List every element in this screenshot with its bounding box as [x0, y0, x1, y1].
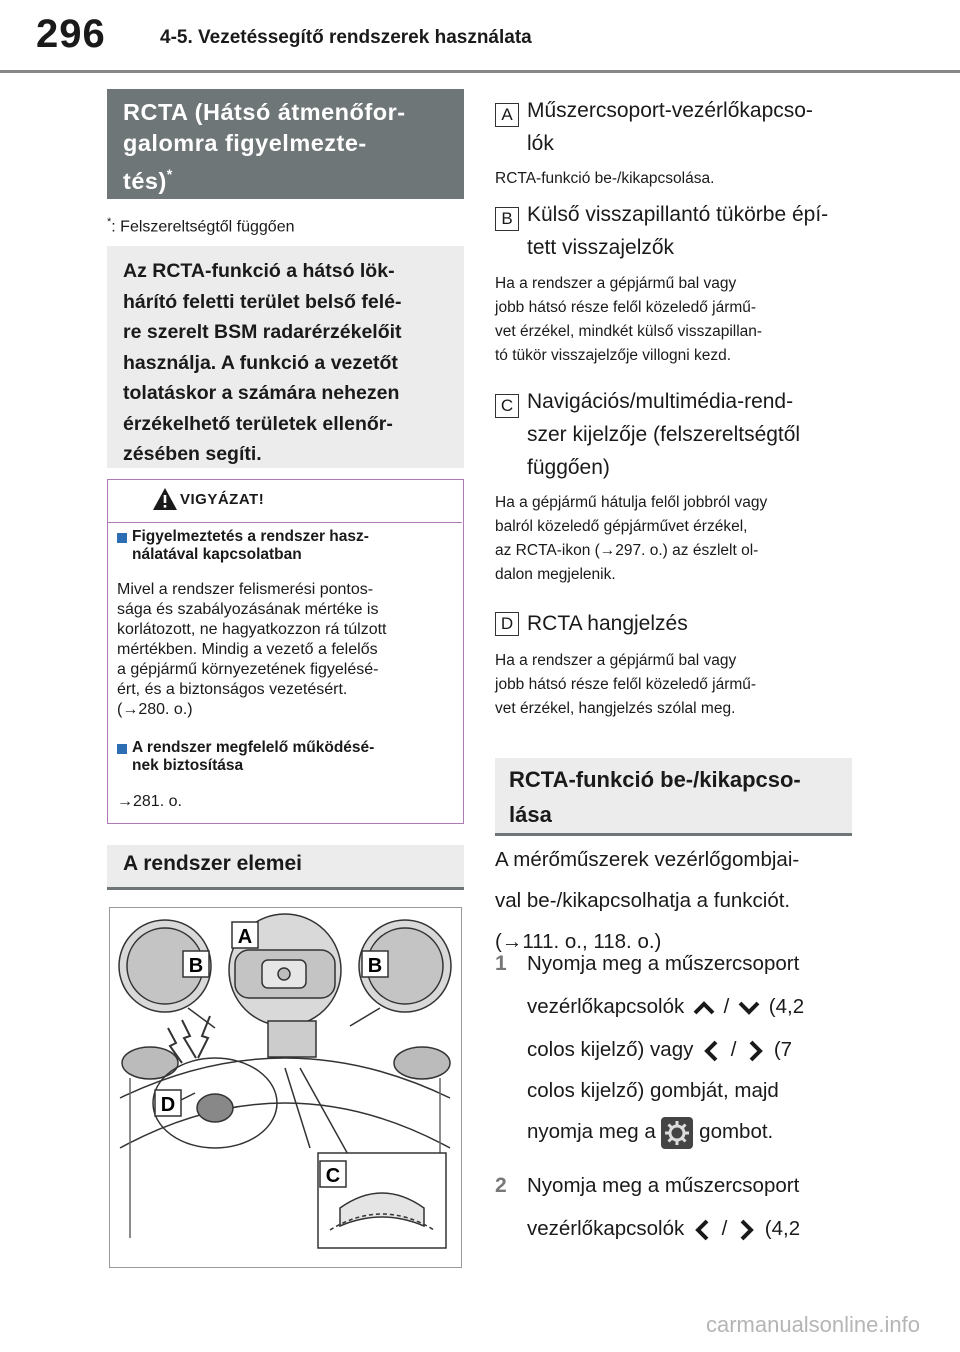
- item-text-line: dalon megjelenik.: [495, 566, 616, 583]
- footnote-marker: *: [166, 166, 173, 182]
- step-text: /: [730, 1038, 737, 1061]
- intro-line: érzékelhető területek ellenőr-: [123, 412, 393, 435]
- warning-text-line: korlátozott, ne hagyatkozzon rá túlzott: [117, 621, 387, 638]
- warning-text-line: sága és szabályozásának mértéke is: [117, 601, 379, 618]
- rcta-section-title: [107, 89, 464, 199]
- warning-item-title: [132, 739, 374, 775]
- bullet-square-icon: [117, 533, 127, 543]
- item-text-line: tó tükör visszajelzője villogni kezd.: [495, 347, 732, 364]
- warning-item-title: [132, 528, 369, 564]
- warning-text-line: mértékben. Mindig a vezető a felelős: [117, 641, 378, 658]
- warning-item-title-line: Figyelmeztetés a rendszer hasz-: [132, 528, 369, 545]
- item-text-line: vet érzékel, mindkét külső visszapillan-: [495, 323, 763, 340]
- step-text: (7: [773, 1038, 793, 1061]
- step-2-text: [527, 1165, 857, 1249]
- item-c-title: [527, 385, 800, 484]
- section-underline: [107, 887, 464, 890]
- step-text: /: [723, 995, 730, 1018]
- rcta-onoff-title-line: RCTA-funkció be-/kikapcso-: [509, 767, 801, 792]
- item-text-line: jobb hátsó része felől közeledő jármű-: [495, 676, 757, 693]
- intro-line: hárító feletti terület belső felé-: [123, 290, 402, 313]
- label-box-a: A: [495, 103, 519, 127]
- step-line: Nyomja meg a műszercsoport: [527, 1174, 800, 1197]
- warning-text-line: ért, és a biztonságos vezetésért.: [117, 681, 348, 698]
- step-line: [527, 986, 857, 1027]
- item-title-line: Külső visszapillantó tükörbe épí-: [527, 203, 829, 226]
- item-d-text: [495, 649, 756, 721]
- warning-item-title-line: nek biztosítása: [132, 757, 244, 774]
- system-elements-title: A rendszer elemei: [107, 845, 464, 887]
- warning-item-title-line: nálatával kapcsolatban: [132, 546, 302, 563]
- rcta-onoff-title: [495, 758, 852, 835]
- settings-gear-icon: [661, 1117, 693, 1149]
- warning-label: VIGYÁZAT!: [180, 491, 265, 508]
- label-box-c: C: [495, 394, 519, 418]
- intro-line: tolatáskor a számára nehezen: [123, 382, 400, 404]
- item-text-line: jobb hátsó része felől közeledő jármű-: [495, 299, 757, 316]
- item-title-line: Navigációs/multimédia-rend-: [527, 390, 794, 413]
- label-box-b: B: [495, 207, 519, 231]
- item-text-line: vet érzékel, hangjelzés szólal meg.: [495, 700, 736, 717]
- item-text-line: balról közeledő gépjárművet érzékel,: [495, 518, 748, 535]
- item-title-line: függően): [527, 456, 610, 479]
- header-rule: [0, 70, 960, 73]
- item-text-line: Ha a rendszer a gépjármű bal vagy: [495, 652, 737, 669]
- chevron-left-icon: [699, 1038, 725, 1064]
- step-2-number: 2: [495, 1174, 507, 1197]
- rcta-onoff-title-line: lása: [509, 802, 552, 827]
- step-text: colos kijelző) vagy: [527, 1038, 694, 1061]
- intro-line: zésében segíti.: [123, 443, 262, 465]
- warning-box: [107, 479, 464, 824]
- footnote: [107, 216, 295, 236]
- item-text-line: Ha a gépjármű hátulja felől jobbról vagy: [495, 494, 768, 511]
- chevron-down-icon: [735, 998, 763, 1018]
- bullet-square-icon: [117, 744, 127, 754]
- page-number: 296: [36, 12, 106, 56]
- warning-header: [108, 480, 462, 523]
- item-c-text: [495, 491, 767, 587]
- warning-item-text: →281. o.: [117, 793, 182, 810]
- step-1-number: 1: [495, 952, 507, 975]
- item-b-title: [527, 198, 828, 264]
- watermark: carmanualsonline.info: [705, 1312, 920, 1337]
- body-line: (→111. o., 118. o.): [495, 930, 662, 953]
- item-title-line: tett visszajelzők: [527, 236, 675, 259]
- body-line: A mérőműszerek vezérlőgombjai-: [495, 848, 800, 871]
- warning-item-text: [117, 580, 386, 720]
- figure-label-c: C: [325, 1165, 341, 1187]
- section-underline: [495, 833, 852, 836]
- chevron-up-icon: [690, 998, 718, 1018]
- rcta-title-line: tés): [123, 168, 167, 194]
- step-text: /: [721, 1217, 728, 1240]
- car-interior-illustration: [110, 908, 460, 1266]
- warning-item-title-line: A rendszer megfelelő működésé-: [132, 739, 375, 756]
- item-title-line: szer kijelzője (felszereltségtől: [527, 423, 801, 446]
- rcta-title-line: galomra figyelmezte-: [123, 130, 367, 156]
- footnote-text: : Felszereltségtől függően: [111, 218, 295, 236]
- step-line: colos kijelző) gombját, majd: [527, 1079, 779, 1102]
- label-box-d: D: [495, 612, 519, 636]
- figure-label-b-left: B: [188, 955, 204, 977]
- item-b-text: [495, 272, 762, 368]
- warning-text-line: Mivel a rendszer felismerési pontos-: [117, 581, 374, 598]
- rcta-title-line: RCTA (Hátsó átmenőfor-: [123, 99, 406, 125]
- step-line: [527, 1208, 857, 1249]
- step-text: nyomja meg a: [527, 1120, 656, 1143]
- intro-box: [107, 246, 464, 468]
- step-line: [527, 1111, 857, 1152]
- step-text: (4,2: [768, 995, 805, 1018]
- item-text-line: az RCTA-ikon (→297. o.) az észlelt ol-: [495, 542, 759, 559]
- step-text: (4,2: [764, 1217, 801, 1240]
- figure-label-a: A: [237, 926, 253, 948]
- system-elements-figure: [109, 907, 462, 1268]
- footnote-marker: *: [107, 216, 112, 228]
- chevron-right-icon: [733, 1217, 759, 1243]
- step-line: Nyomja meg a műszercsoport: [527, 952, 800, 975]
- step-text: vezérlőkapcsolók: [527, 995, 685, 1018]
- step-text: gombot.: [699, 1120, 774, 1143]
- step-line: [527, 1029, 857, 1070]
- chevron-left-icon: [690, 1217, 716, 1243]
- header-title: 4-5. Vezetéssegítő rendszerek használata: [160, 27, 532, 48]
- item-d-title: [527, 607, 688, 640]
- chevron-right-icon: [742, 1038, 768, 1064]
- intro-line: használja. A funkció a vezetőt: [123, 351, 398, 374]
- intro-line: re szerelt BSM radarérzékelőit: [123, 321, 402, 343]
- intro-line: Az RCTA-funkció a hátsó lök-: [123, 260, 395, 282]
- warning-triangle-icon: [152, 486, 178, 512]
- item-a-title: [527, 94, 813, 160]
- warning-text-line: (→280. o.): [117, 701, 193, 718]
- figure-label-d: D: [160, 1094, 176, 1116]
- step-1-text: [527, 943, 857, 1152]
- step-text: vezérlőkapcsolók: [527, 1217, 685, 1240]
- warning-text-line: a gépjármű környezetének figyelésé-: [117, 661, 379, 678]
- item-title-line: Műszercsoport-vezérlőkapcso-: [527, 99, 813, 122]
- item-title-line: lók: [527, 132, 554, 155]
- item-a-text: RCTA-funkció be-/kikapcsolása.: [495, 170, 715, 187]
- item-title-line: RCTA hangjelzés: [527, 612, 688, 635]
- item-text-line: Ha a rendszer a gépjármű bal vagy: [495, 275, 737, 292]
- body-line: val be-/kikapcsolhatja a funkciót.: [495, 889, 791, 912]
- figure-label-b-right: B: [367, 955, 383, 977]
